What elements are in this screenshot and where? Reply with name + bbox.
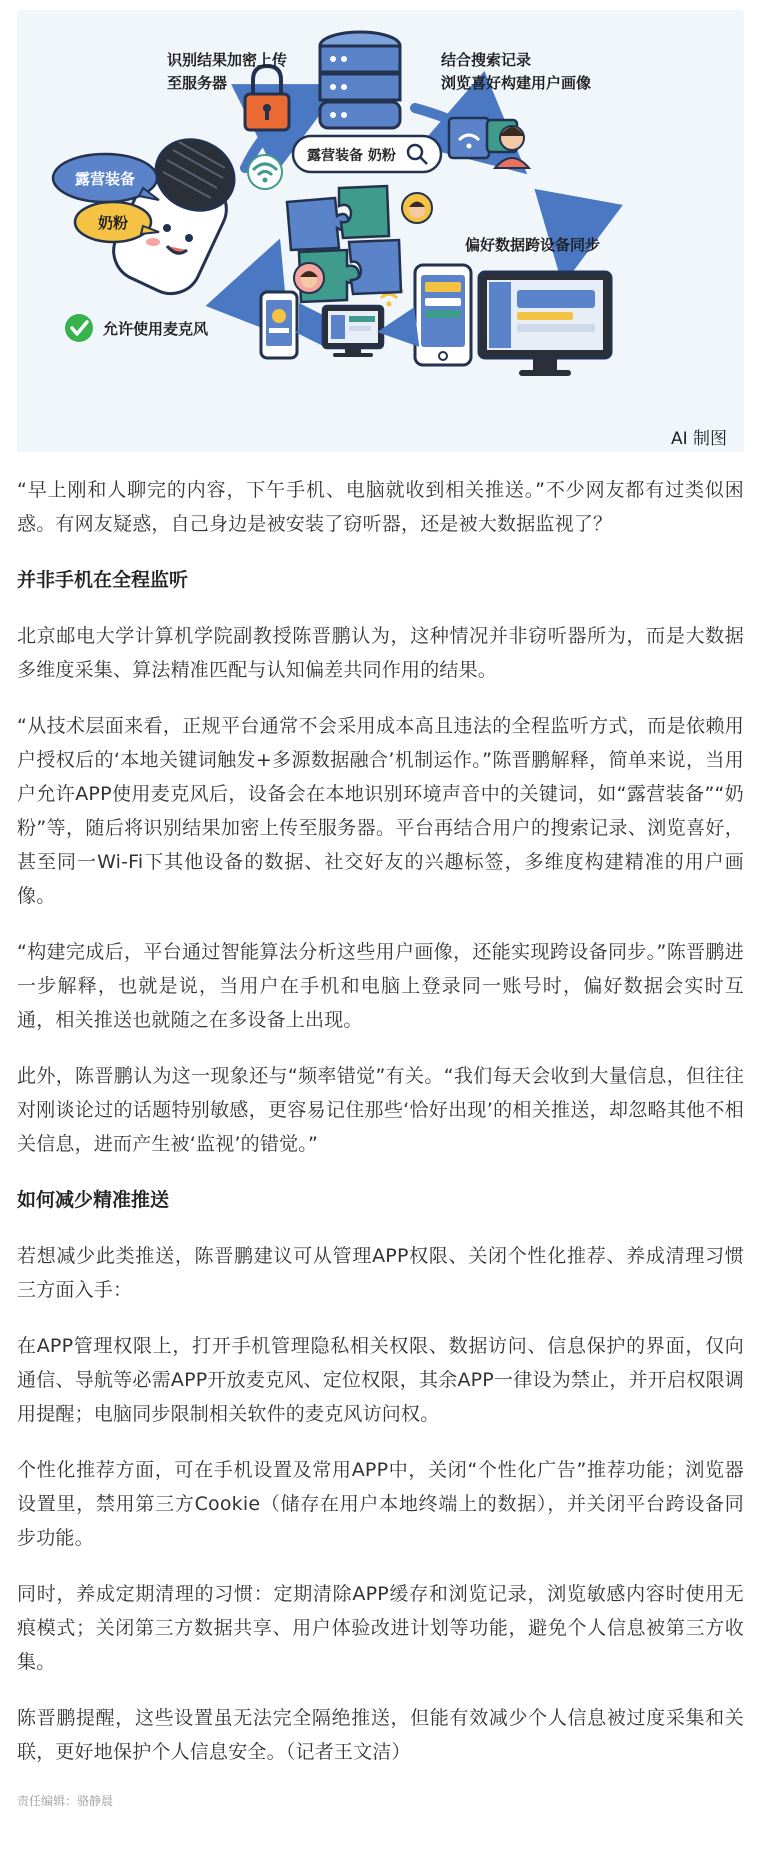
paragraph-cleanup: 同时，养成定期清理的习惯：定期清除APP缓存和浏览记录，浏览敏感内容时使用无痕模式；关闭第三方数据共享、用户体验改进计划等功能，避免个人信息被第三方收集。 bbox=[17, 1583, 744, 1673]
check-circle-icon bbox=[65, 314, 93, 342]
label-sync: 偏好数据跨设备同步 bbox=[465, 236, 601, 254]
wifi-icon bbox=[248, 155, 282, 189]
paragraph-app-permissions: 在APP管理权限上，打开手机管理隐私相关权限、数据访问、信息保护的界面，仅向通信、导航等必需APP开放麦克风、定位权限，其余APP一律设为禁止，并开启权限调用提醒；电脑同步限制相关软件的麦克风访问权。 bbox=[17, 1335, 744, 1425]
article-body bbox=[17, 473, 744, 1811]
bubble-milk-text: 奶粉 bbox=[97, 214, 129, 232]
paragraph-reminder: 陈晋鹏提醒，这些设置虽无法完全隔绝推送，但能有效减少个人信息被过度采集和关联，更好地保护个人信息安全。（记者王文洁） bbox=[17, 1707, 744, 1763]
paragraph-frequency-illusion: 此外，陈晋鹏认为这一现象还与“频率错觉”有关。“我们每天会收到大量信息，但往往对刚谈论过的话题特别敏感，更容易记住那些‘恰好出现’的相关推送，却忽略其他不相关信息，进而产生被‘监视’的错觉。” bbox=[17, 1065, 744, 1155]
section-heading-2: 如何减少精准推送 bbox=[17, 1189, 170, 1211]
paragraph-expert-view: 北京邮电大学计算机学院副教授陈晋鹏认为，这种情况并非窃听器所为，而是大数据多维度采集、算法精准匹配与认知偏差共同作用的结果。 bbox=[17, 625, 744, 681]
paragraph-intro: “早上刚和人聊完的内容，下午手机、电脑就收到相关推送。”不少网友都有过类似困惑。有网友疑惑，自己身边是被安装了窃听器，还是被大数据监视了？ bbox=[17, 479, 744, 535]
hero-illustration bbox=[17, 10, 744, 452]
monitor-icon bbox=[479, 272, 611, 376]
avatar-man-icon bbox=[402, 193, 432, 223]
sync-arrows-icon bbox=[305, 318, 319, 332]
allow-mic-text: 允许使用麦克风 bbox=[103, 320, 209, 338]
label-profile-line1: 结合搜索记录 bbox=[441, 51, 532, 69]
label-profile-line2: 浏览喜好构建用户画像 bbox=[441, 74, 592, 92]
phone-icon-small bbox=[261, 292, 297, 358]
allow-microphone-badge bbox=[65, 314, 209, 342]
ai-watermark: AI 制图 bbox=[670, 429, 727, 449]
search-box bbox=[293, 136, 441, 172]
section-heading-1: 并非手机在全程监听 bbox=[17, 569, 189, 591]
paragraph-mechanism: “从技术层面来看，正规平台通常不会采用成本高且违法的全程监听方式，而是依赖用户授权后的‘本地关键词触发+多源数据融合’机制运作。”陈晋鹏解释，简单来说，当用户允许APP使用麦克风后，设备会在本地识别环境声音中的关键词，如“露营装备”“奶粉”等，随后将识别结果加密上传至服务器。平台再结合用户的搜索记录、浏览喜好，甚至同一Wi-Fi下其他设备的数据、社交好友的兴趣标签，多维度构建精准的用户画像。 bbox=[17, 715, 744, 907]
phone-icon-large bbox=[415, 265, 471, 365]
label-upload-line2: 至服务器 bbox=[167, 74, 228, 92]
search-box-text: 露营装备 奶粉 bbox=[307, 148, 396, 164]
lock-icon bbox=[245, 66, 289, 130]
paragraph-suggestion: 若想减少此类推送，陈晋鹏建议可从管理APP权限、关闭个性化推荐、养成清理习惯三方面入手： bbox=[17, 1245, 744, 1301]
label-upload-line1: 识别结果加密上传 bbox=[167, 51, 288, 69]
speech-bubble-camping bbox=[53, 154, 159, 202]
flow-arrow-devices bbox=[393, 328, 409, 330]
paragraph-personalization: 个性化推荐方面，可在手机设置及常用APP中，关闭“个性化广告”推荐功能；浏览器设置里，禁用第三方Cookie（储存在用户本地终端上的数据），并关闭平台跨设备同步功能。 bbox=[17, 1459, 744, 1549]
bubble-camping-text: 露营装备 bbox=[74, 170, 136, 188]
illustration-canvas bbox=[17, 10, 744, 452]
avatar-girl-icon bbox=[294, 263, 324, 293]
laptop-icon-small bbox=[323, 306, 383, 357]
server-icon bbox=[320, 32, 400, 128]
paragraph-cross-device: “构建完成后，平台通过智能算法分析这些用户画像，还能实现跨设备同步。”陈晋鹏进一步解释，也就是说，当用户在手机和电脑上登录同一账号时，偏好数据会实时互通，相关推送也就随之在多设备上出现。 bbox=[17, 941, 744, 1031]
editor-credit: 责任编辑：骆静晨 bbox=[17, 1794, 114, 1808]
